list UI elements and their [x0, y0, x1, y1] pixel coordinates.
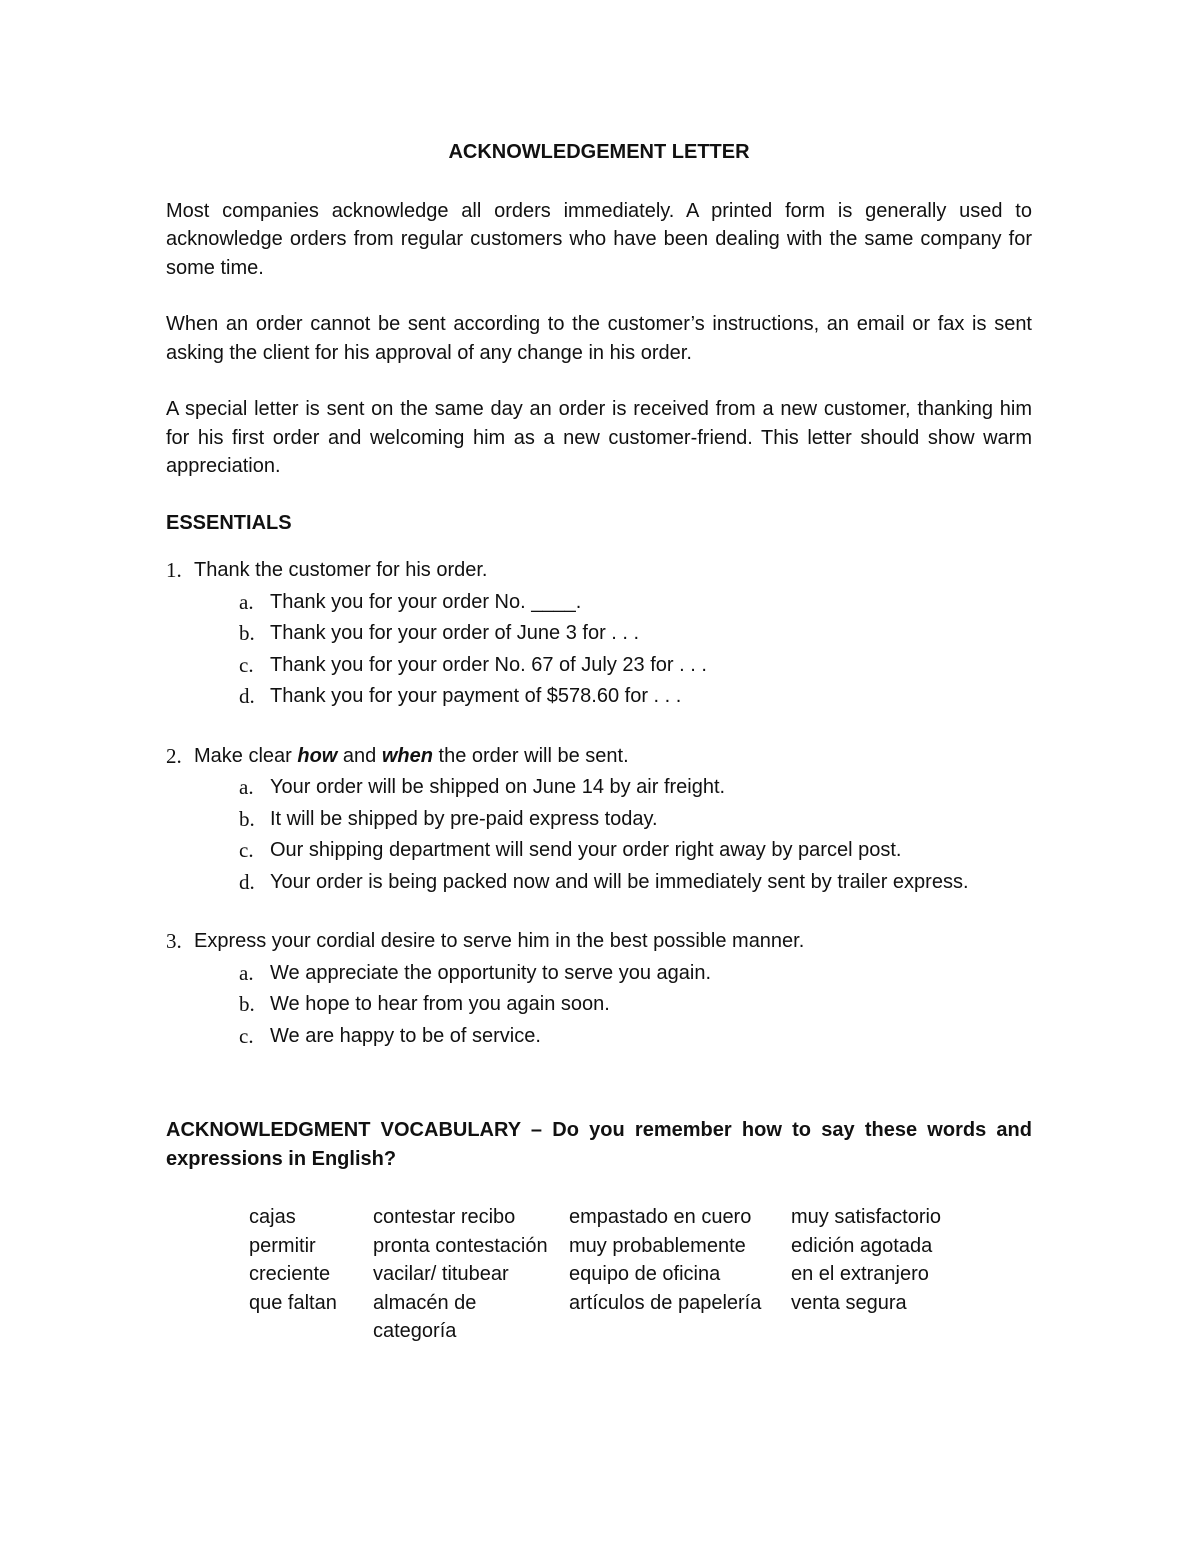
document-title: ACKNOWLEDGEMENT LETTER	[448, 141, 750, 163]
item-text: Thank you for your order No. 67 of July 23 for . . .	[270, 653, 707, 676]
essential-2-head	[166, 741, 1032, 773]
item-letter: c.	[239, 652, 254, 677]
essential-text-post: the order will be sent.	[432, 744, 629, 767]
item-text: Your order is being packed now and will be immediately sent by trailer express.	[270, 870, 969, 893]
vocabulary-word: venta segura	[791, 1291, 907, 1314]
essential-3	[166, 926, 1032, 1052]
list-item	[166, 618, 1032, 650]
item-text: We appreciate the opportunity to serve you again.	[270, 961, 712, 984]
item-letter: b.	[239, 806, 255, 831]
list-item	[166, 989, 1032, 1021]
approval-paragraph: When an order cannot be sent according to the customer’s instructions, an email or fax is sent asking the client for his approval of any change in his order.	[166, 313, 1032, 364]
item-text: Our shipping department will send your order right away by parcel post.	[270, 839, 902, 861]
vocabulary-column-4	[791, 1203, 1011, 1346]
item-letter: c.	[239, 1023, 254, 1048]
essential-3-head	[166, 926, 1032, 958]
essential-1	[166, 555, 1032, 713]
list-item	[166, 835, 1032, 867]
vocabulary-word: artículos de papelería	[569, 1291, 762, 1314]
vocabulary-word: muy probablemente	[569, 1234, 746, 1257]
new-customer-paragraph: A special letter is sent on the same day an order is received from a new customer, thanking him for his first order and welcoming him as a new customer-friend. This letter should show warm appreciation.	[166, 398, 1032, 477]
vocabulary-word: categoría	[373, 1320, 457, 1342]
item-letter: a.	[239, 589, 254, 614]
vocabulary-word: permitir	[249, 1234, 316, 1257]
vocabulary-word: cajas	[249, 1206, 296, 1228]
document-page	[166, 138, 1032, 1346]
item-letter: c.	[239, 838, 254, 862]
vocabulary-word: vacilar/ titubear	[373, 1263, 509, 1285]
vocabulary-word: edición agotada	[791, 1234, 933, 1257]
list-item	[166, 1021, 1032, 1053]
item-text: Thank you for your order of June 3 for . . .	[270, 622, 640, 644]
emphasis-how: how	[297, 744, 338, 767]
vocabulary-word: equipo de oficina	[569, 1263, 721, 1285]
vocabulary-word: en el extranjero	[791, 1263, 929, 1285]
list-item	[166, 867, 1032, 899]
vocabulary-heading: ACKNOWLEDGMENT VOCABULARY – Do you remember how to say these words and expressions in English?	[166, 1119, 1032, 1170]
list-item	[166, 681, 1032, 713]
vocabulary-word: almacén de	[373, 1291, 477, 1314]
essentials-heading: ESSENTIALS	[166, 511, 292, 534]
list-item	[166, 772, 1032, 804]
essential-text-pre: Make clear	[194, 744, 298, 767]
list-item	[166, 587, 1032, 619]
list-item	[166, 804, 1032, 836]
essential-number: 1.	[166, 558, 182, 582]
vocabulary-grid	[249, 1203, 1032, 1346]
vocabulary-word: muy satisfactorio	[791, 1206, 942, 1228]
essential-text: Thank the customer for his order.	[194, 559, 488, 581]
item-text: It will be shipped by pre-paid express today.	[270, 807, 658, 830]
item-letter: d.	[239, 869, 255, 894]
essential-text: Express your cordial desire to serve him in the best possible manner.	[194, 930, 805, 952]
item-text: We hope to hear from you again soon.	[270, 993, 610, 1015]
vocabulary-word: pronta contestación	[373, 1234, 548, 1257]
emphasis-when: when	[381, 744, 433, 767]
vocabulary-word: que faltan	[249, 1291, 337, 1314]
essential-text	[194, 741, 629, 773]
item-letter: a.	[239, 775, 254, 799]
essential-1-head	[166, 555, 1032, 587]
item-letter: a.	[239, 960, 254, 985]
list-item	[166, 958, 1032, 990]
vocabulary-word: contestar recibo	[373, 1206, 516, 1228]
essential-text-mid: and	[337, 744, 382, 767]
essential-2	[166, 741, 1032, 899]
intro-paragraph: Most companies acknowledge all orders immediately. A printed form is generally used to acknowledge orders from regular customers who have been dealing with the same company for some time.	[166, 199, 1032, 279]
item-text: Your order will be shipped on June 14 by air freight.	[270, 776, 726, 798]
essential-number: 3.	[166, 929, 182, 953]
item-letter: b.	[239, 992, 255, 1016]
essential-number: 2.	[166, 743, 182, 768]
vocabulary-word: creciente	[249, 1263, 331, 1285]
item-letter: d.	[239, 684, 255, 708]
item-text: Thank you for your order No. ____.	[270, 590, 582, 613]
vocabulary-column-3	[569, 1203, 791, 1346]
item-text: Thank you for your payment of $578.60 for . . .	[270, 685, 682, 707]
list-item	[166, 650, 1032, 682]
item-text: We are happy to be of service.	[270, 1024, 541, 1047]
vocabulary-column-1	[249, 1203, 373, 1346]
item-letter: b.	[239, 621, 255, 645]
vocabulary-column-2	[373, 1203, 569, 1346]
vocabulary-word: empastado en cuero	[569, 1206, 752, 1228]
